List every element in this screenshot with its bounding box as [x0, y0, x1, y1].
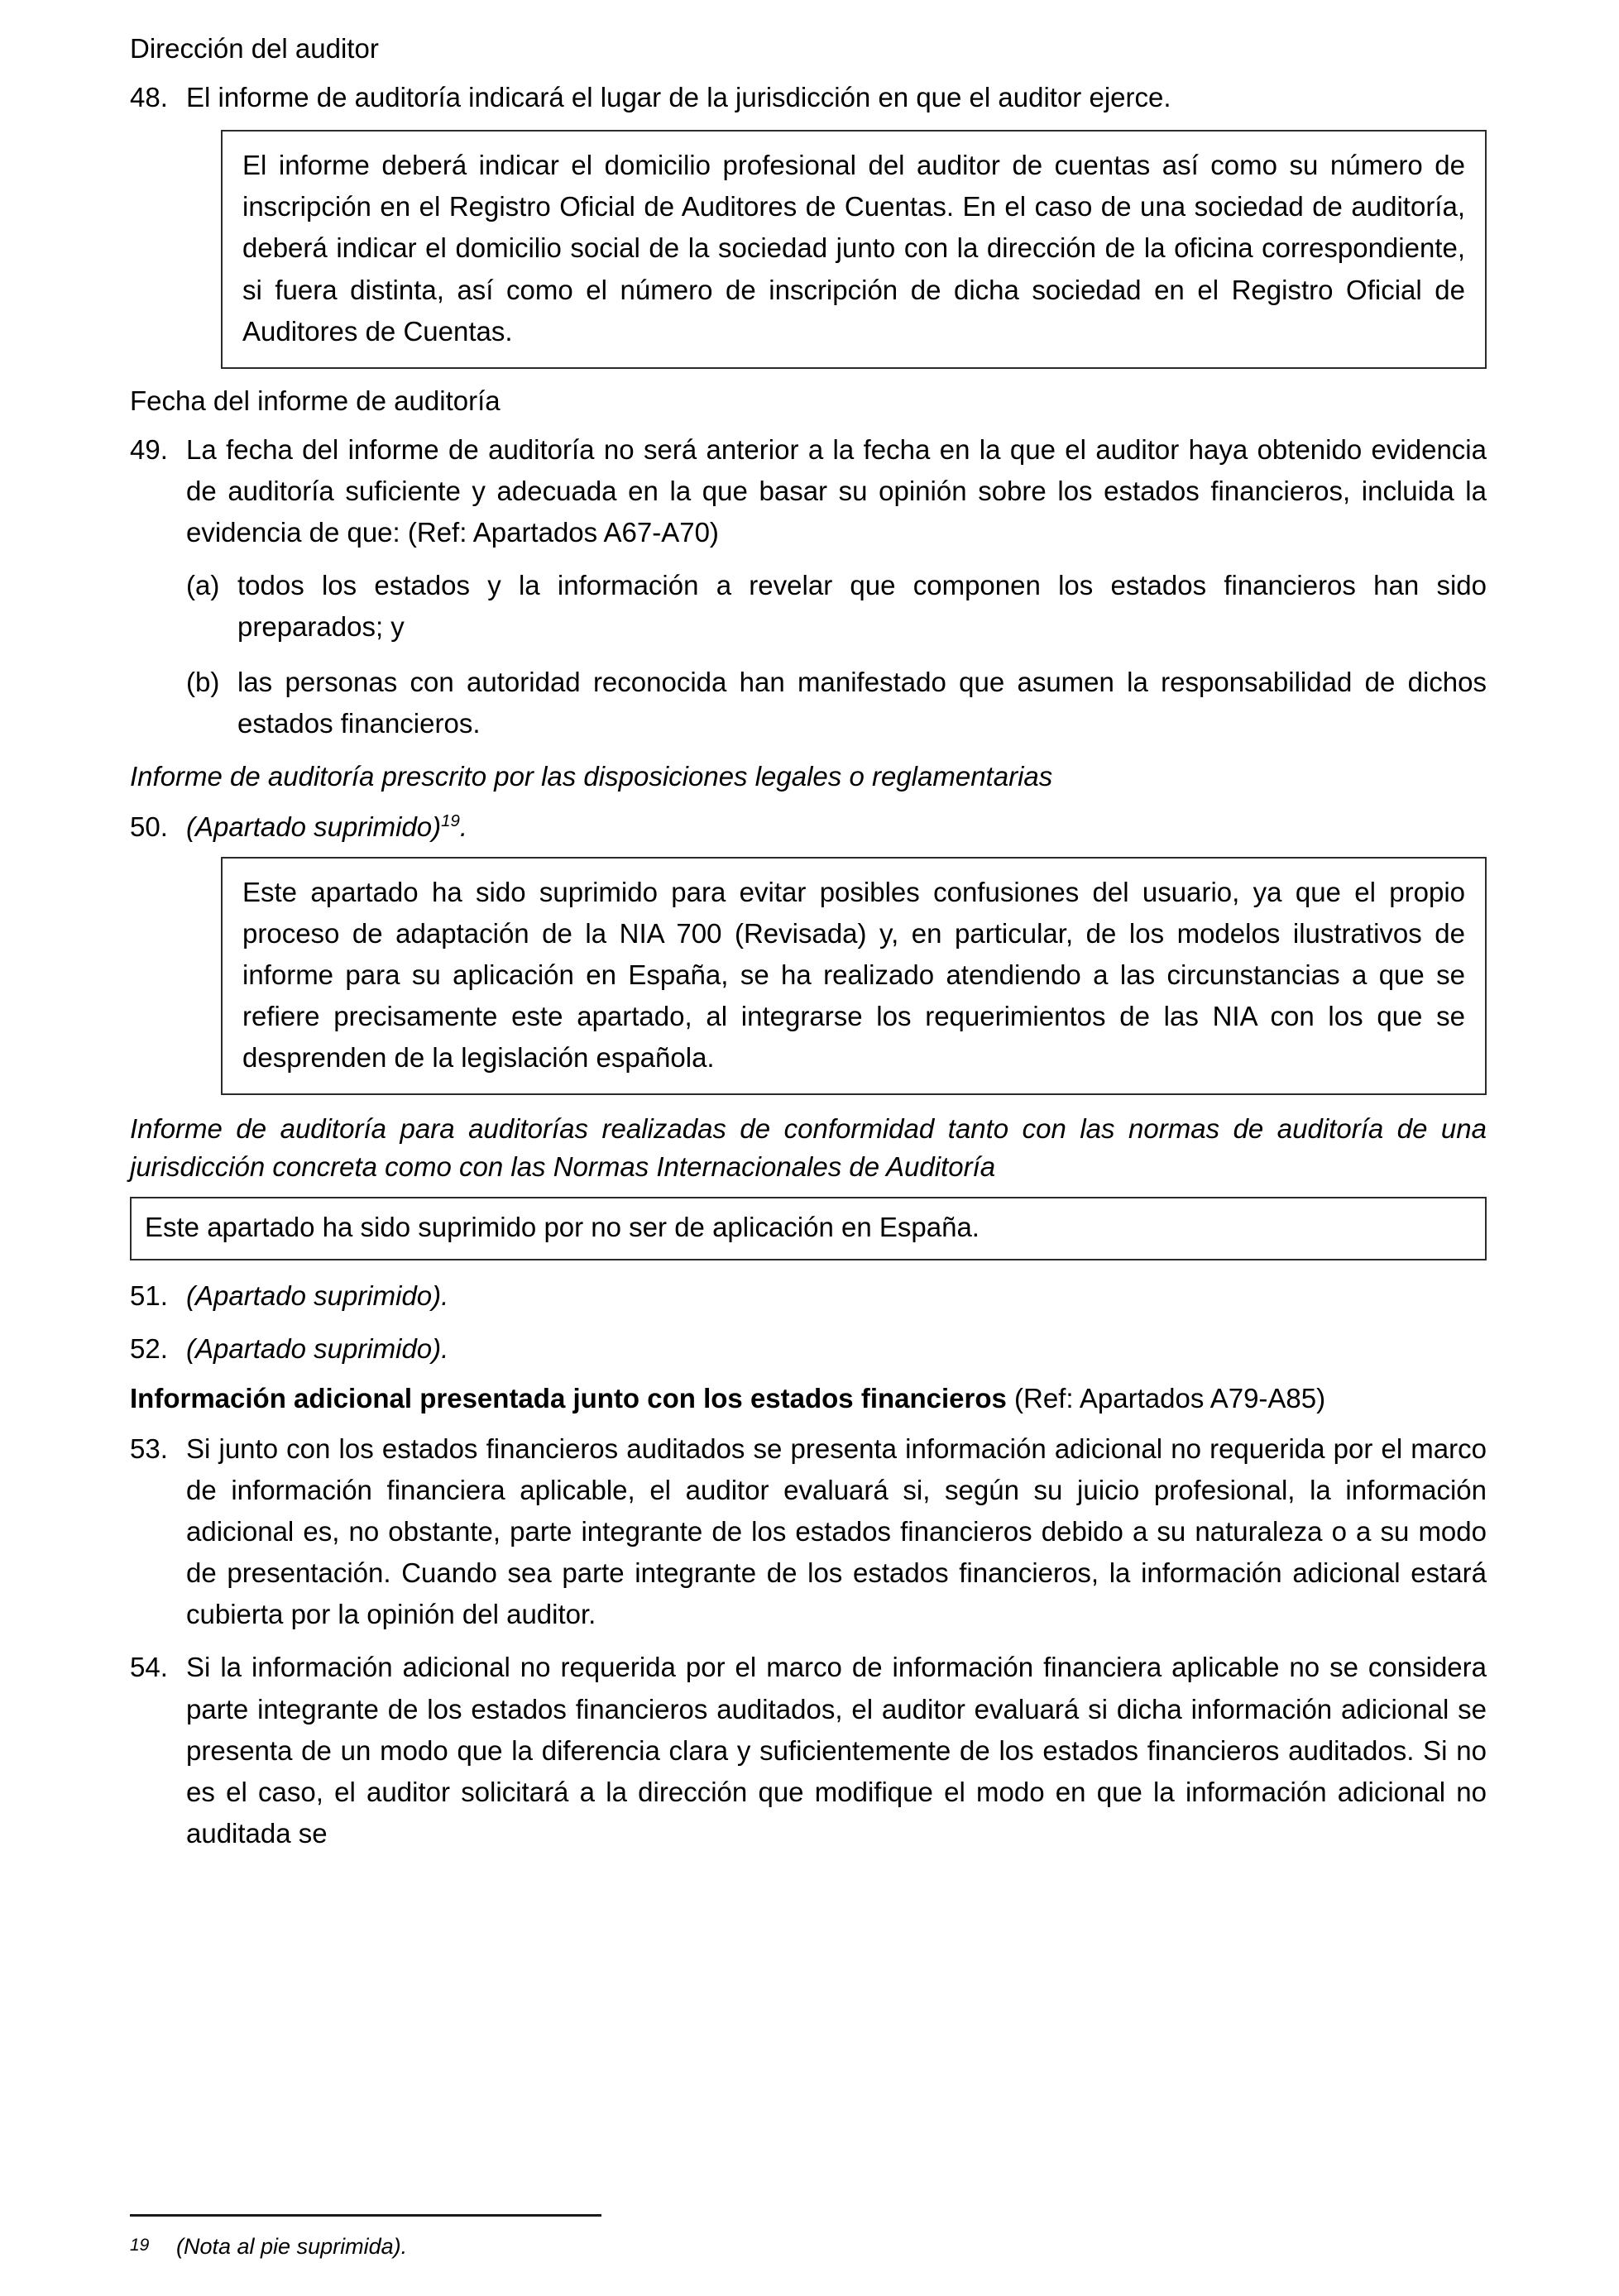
footnote-reference-19[interactable]: 19: [441, 811, 460, 831]
paragraph-text: El informe de auditoría indicará el lugar de la jurisdicción en que el auditor ejerce.: [186, 81, 1171, 112]
paragraph-number: 52.: [130, 1332, 168, 1364]
section-heading-additional-information: [130, 1381, 1487, 1417]
paragraph-text-main: (Apartado suprimido): [186, 811, 442, 843]
numbered-paragraph-50: [130, 806, 1487, 848]
callout-text: Este apartado ha sido suprimido por no ser de aplicación en España.: [145, 1212, 980, 1243]
numbered-paragraph-49: [130, 429, 1487, 553]
paragraph-number: 51.: [130, 1280, 168, 1311]
section-heading-auditor-address: Dirección del auditor: [130, 33, 379, 64]
callout-dual-compliance-box: [130, 1197, 1487, 1260]
section-heading-prescribed-report: Informe de auditoría prescrito por las disposiciones legales o reglamentarias: [130, 760, 1053, 792]
footnote-19: [130, 2233, 1487, 2260]
heading-bold-text: Información adicional presentada junto con los estados financieros: [130, 1382, 1007, 1413]
sub-item-letter: (b): [186, 666, 220, 697]
sub-item-b: [186, 662, 1487, 744]
lettered-sub-list: [130, 565, 1487, 744]
section-heading-report-date: Fecha del informe de auditoría: [130, 385, 501, 416]
callout-paragraph-50-box: [221, 857, 1487, 1096]
paragraph-text: [186, 806, 1487, 848]
sub-item-letter: (a): [186, 570, 220, 601]
paragraph-number: 53.: [130, 1433, 168, 1464]
callout-text: El informe deberá indicar el domicilio profesional del auditor de cuentas así como su número de inscripción en el Registro Oficial de Auditores de Cuentas. En el caso de una sociedad de auditoría, deberá indicar el domicilio social de la sociedad junto con la dirección de la oficina correspondiente, si fuera distinta, así como el número de inscripción de dicha sociedad en el Registro Oficial de Auditores de Cuentas.: [242, 150, 1465, 347]
footnote-marker: 19: [130, 2235, 150, 2255]
paragraph-number: 50.: [130, 811, 168, 843]
paragraph-text: Si junto con los estados financieros auditados se presenta información adicional no requerida por el marco de información financiera aplicable, el auditor evaluará si, según su juicio profesional, la información adicional es, no obstante, parte integrante de los estados financieros debido a su naturaleza o a su modo de presentación. Cuando sea parte integrante de los estados financieros, la información adicional estará cubierta por la opinión del auditor.: [186, 1433, 1487, 1630]
sub-item-text: todos los estados y la información a revelar que componen los estados financieros han sido preparados; y: [237, 570, 1487, 643]
numbered-paragraph-52: [130, 1328, 1487, 1370]
paragraph-number: 48.: [130, 81, 168, 112]
paragraph-number: 49.: [130, 433, 168, 465]
paragraph-text-tail: .: [459, 811, 468, 843]
numbered-paragraph-51: [130, 1275, 1487, 1317]
numbered-paragraph-54: [130, 1647, 1487, 1854]
paragraph-text: La fecha del informe de auditoría no será anterior a la fecha en la que el auditor haya obtenido evidencia de auditoría suficiente y adecuada en la que basar su opinión sobre los estados financieros, incluida la evidencia de que: (Ref: Apartados A67-A70): [186, 433, 1487, 548]
sub-item-text: las personas con autoridad reconocida han manifestado que asumen la responsabilidad de dichos estados financieros.: [237, 666, 1487, 739]
paragraph-text: (Apartado suprimido).: [186, 1280, 449, 1311]
footnote-area: [130, 2214, 1487, 2260]
callout-text: Este apartado ha sido suprimido para evitar posibles confusiones del usuario, ya que el propio proceso de adaptación de la NIA 700 (Revisada) y, en particular, de los modelos ilustrativos de informe para su aplicación en España, se ha realizado atendiendo a las circunstancias a que se refiere precisamente este apartado, al integrarse los requerimientos de las NIA con los que se desprenden de la legislación española.: [242, 876, 1465, 1074]
callout-auditor-address-box: [221, 130, 1487, 369]
paragraph-number: 54.: [130, 1652, 168, 1683]
numbered-paragraph-48: [130, 77, 1487, 118]
numbered-paragraph-53: [130, 1428, 1487, 1636]
sub-item-a: [186, 565, 1487, 648]
heading-reference: (Ref: Apartados A79-A85): [1006, 1382, 1326, 1413]
paragraph-text: Si la información adicional no requerida por el marco de información financiera aplicable no se considera parte integrante de los estados financieros auditados, el auditor evaluará si dicha información adicional se presenta de un modo que la diferencia clara y suficientemente de los estados financieros auditados. Si no es el caso, el auditor solicitará a la dirección que modifique el modo en que la información adicional no auditada se: [186, 1652, 1487, 1849]
paragraph-text: (Apartado suprimido).: [186, 1332, 449, 1364]
footnote-separator: [130, 2214, 601, 2217]
section-heading-dual-compliance: Informe de auditoría para auditorías realizadas de conformidad tanto con las normas de auditoría de una jurisdicción concreta como con las Normas Internacionales de Auditoría: [130, 1113, 1487, 1182]
footnote-text: (Nota al pie suprimida).: [176, 2233, 408, 2259]
